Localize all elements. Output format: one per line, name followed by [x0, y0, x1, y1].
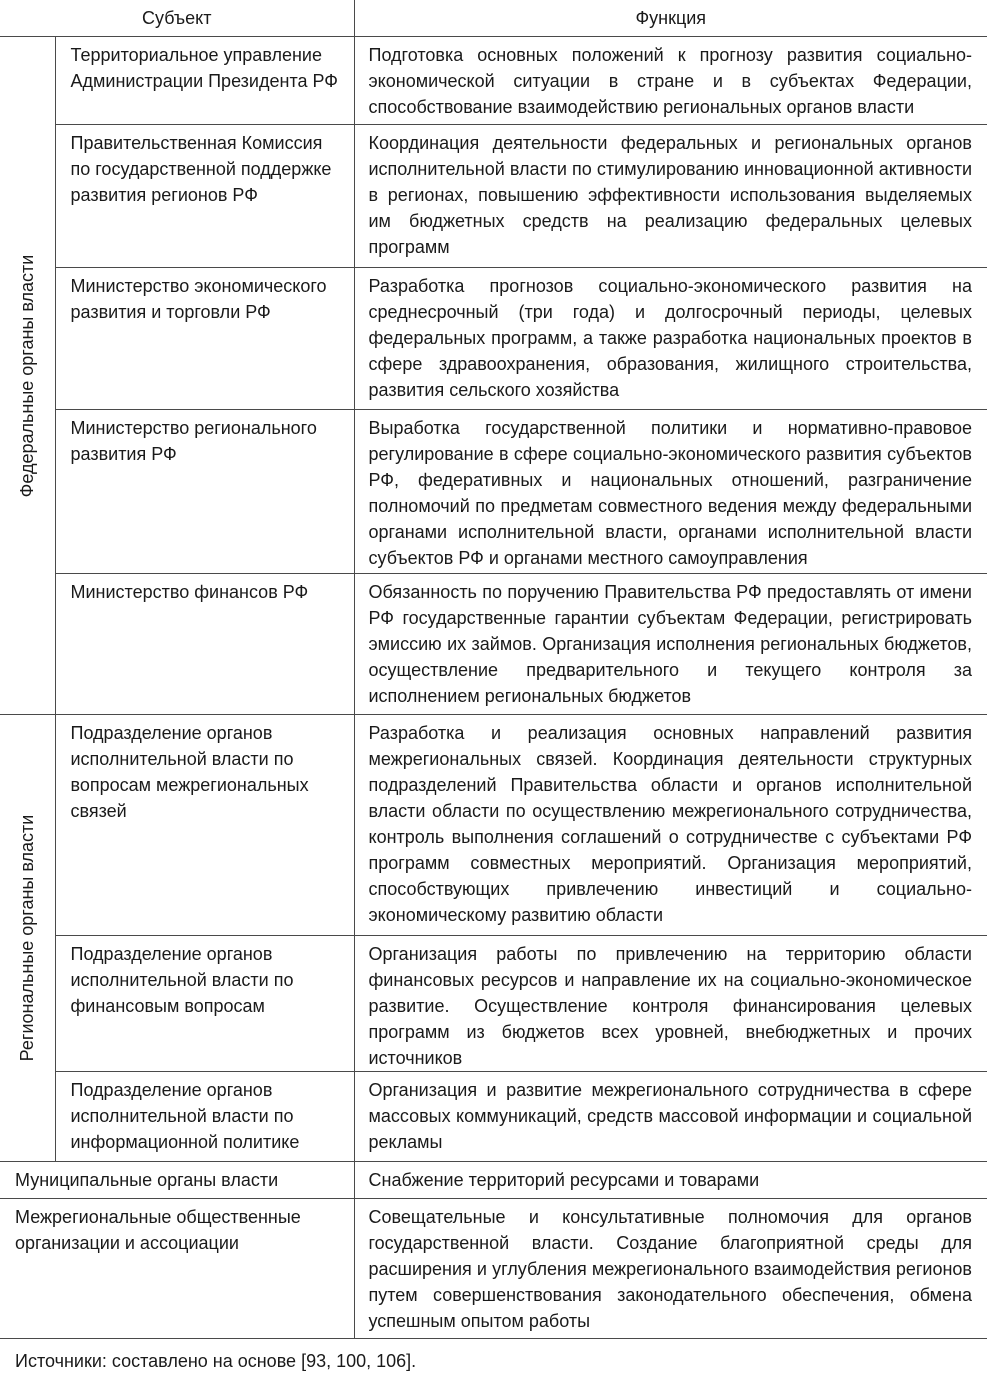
group-federal — [0, 37, 55, 715]
table-row — [0, 936, 987, 1072]
subject-cell: Правительственная Комиссия по государственной поддержке развития регионов РФ — [55, 125, 354, 268]
function-cell: Разработка прогнозов социально-экономического развития на среднесрочный (три года) и долгосрочный периоды, целевых федеральных программ, а также разработка национальных проектов в сфере здравоохранения, образования, жилищного строительства, развития сельского хозяйства — [354, 268, 987, 410]
table-row — [0, 1162, 987, 1199]
group-regional — [0, 715, 55, 1162]
table-row — [0, 574, 987, 715]
function-cell: Разработка и реализация основных направлений развития межрегиональных связей. Координация деятельности структурных подразделений Правительства области и органов исполнительной власти области по осуществлению межрегионального сотрудничества, контроль выполнения соглашений о сотрудничестве с субъектами РФ программ совместных мероприятий. Организация мероприятий, способствующих привлечению инвестиций и социально-экономическому развитию области — [354, 715, 987, 936]
subject-cell: Подразделение органов исполнительной власти по вопросам межрегиональных связей — [55, 715, 354, 936]
header-subject: Субъект — [0, 0, 354, 37]
source-row — [0, 1339, 987, 1383]
function-cell: Совещательные и консультативные полномочия для органов государственной власти. Создание благоприятной среды для расширения и углубления межрегионального взаимодействия регионов путем совершенствования законодательного обеспечения, обмена успешным опытом работы — [354, 1199, 987, 1339]
header-function: Функция — [354, 0, 987, 37]
subject-cell: Межрегиональные общественные организации и ассоциации — [0, 1199, 354, 1339]
subject-cell: Подразделение органов исполнительной власти по финансовым вопросам — [55, 936, 354, 1072]
function-cell: Координация деятельности федеральных и региональных органов исполнительной власти по стимулированию инновационной активности в регионах, повышению эффективности использования выделяемых им бюджетных средств на реализацию федеральных целевых программ — [354, 125, 987, 268]
function-cell: Снабжение территорий ресурсами и товарами — [354, 1162, 987, 1199]
table-row — [0, 715, 987, 936]
function-cell: Выработка государственной политики и нормативно-правовое регулирование в сфере социально-экономического развития субъектов РФ, федеративных и национальных отношений, разграничение полномочий по предметам совместного ведения между федеральными органами исполнительной власти, органами исполнительной власти субъектов РФ и органами местного самоуправления — [354, 410, 987, 574]
table-row — [0, 410, 987, 574]
source-note: Источники: составлено на основе [93, 100, 106]. — [0, 1339, 987, 1383]
table-row — [0, 37, 987, 125]
table-row — [0, 1072, 987, 1162]
subject-cell: Муниципальные органы власти — [0, 1162, 354, 1199]
subject-cell: Подразделение органов исполнительной власти по информационной политике — [55, 1072, 354, 1162]
function-cell: Организация и развитие межрегионального сотрудничества в сфере массовых коммуникаций, средств массовой информации и социальной рекламы — [354, 1072, 987, 1162]
table-row — [0, 268, 987, 410]
function-cell: Подготовка основных положений к прогнозу развития социально-экономической ситуации в стране и в субъектах Федерации, способствование взаимодействию региональных органов власти — [354, 37, 987, 125]
subject-cell: Министерство финансов РФ — [55, 574, 354, 715]
group-regional-label: Региональные органы власти — [17, 815, 37, 1062]
table-row — [0, 125, 987, 268]
group-federal-label: Федеральные органы власти — [17, 254, 37, 497]
subject-cell: Министерство регионального развития РФ — [55, 410, 354, 574]
function-cell: Обязанность по поручению Правительства РФ предоставлять от имени РФ государственные гарантии субъектам Федерации, регистрировать эмиссию их займов. Организация исполнения региональных бюджетов, осуществление предварительного и текущего контроля за исполнением региональных бюджетов — [354, 574, 987, 715]
table-row — [0, 1199, 987, 1339]
subject-cell: Министерство экономического развития и торговли РФ — [55, 268, 354, 410]
subject-cell: Территориальное управление Администрации Президента РФ — [55, 37, 354, 125]
table-header-row — [0, 0, 987, 37]
function-cell: Организация работы по привлечению на территорию области финансовых ресурсов и направление их на социально-экономическое развитие. Осуществление контроля финансирования целевых программ из бюджетов всех уровней, внебюджетных и прочих источников — [354, 936, 987, 1072]
